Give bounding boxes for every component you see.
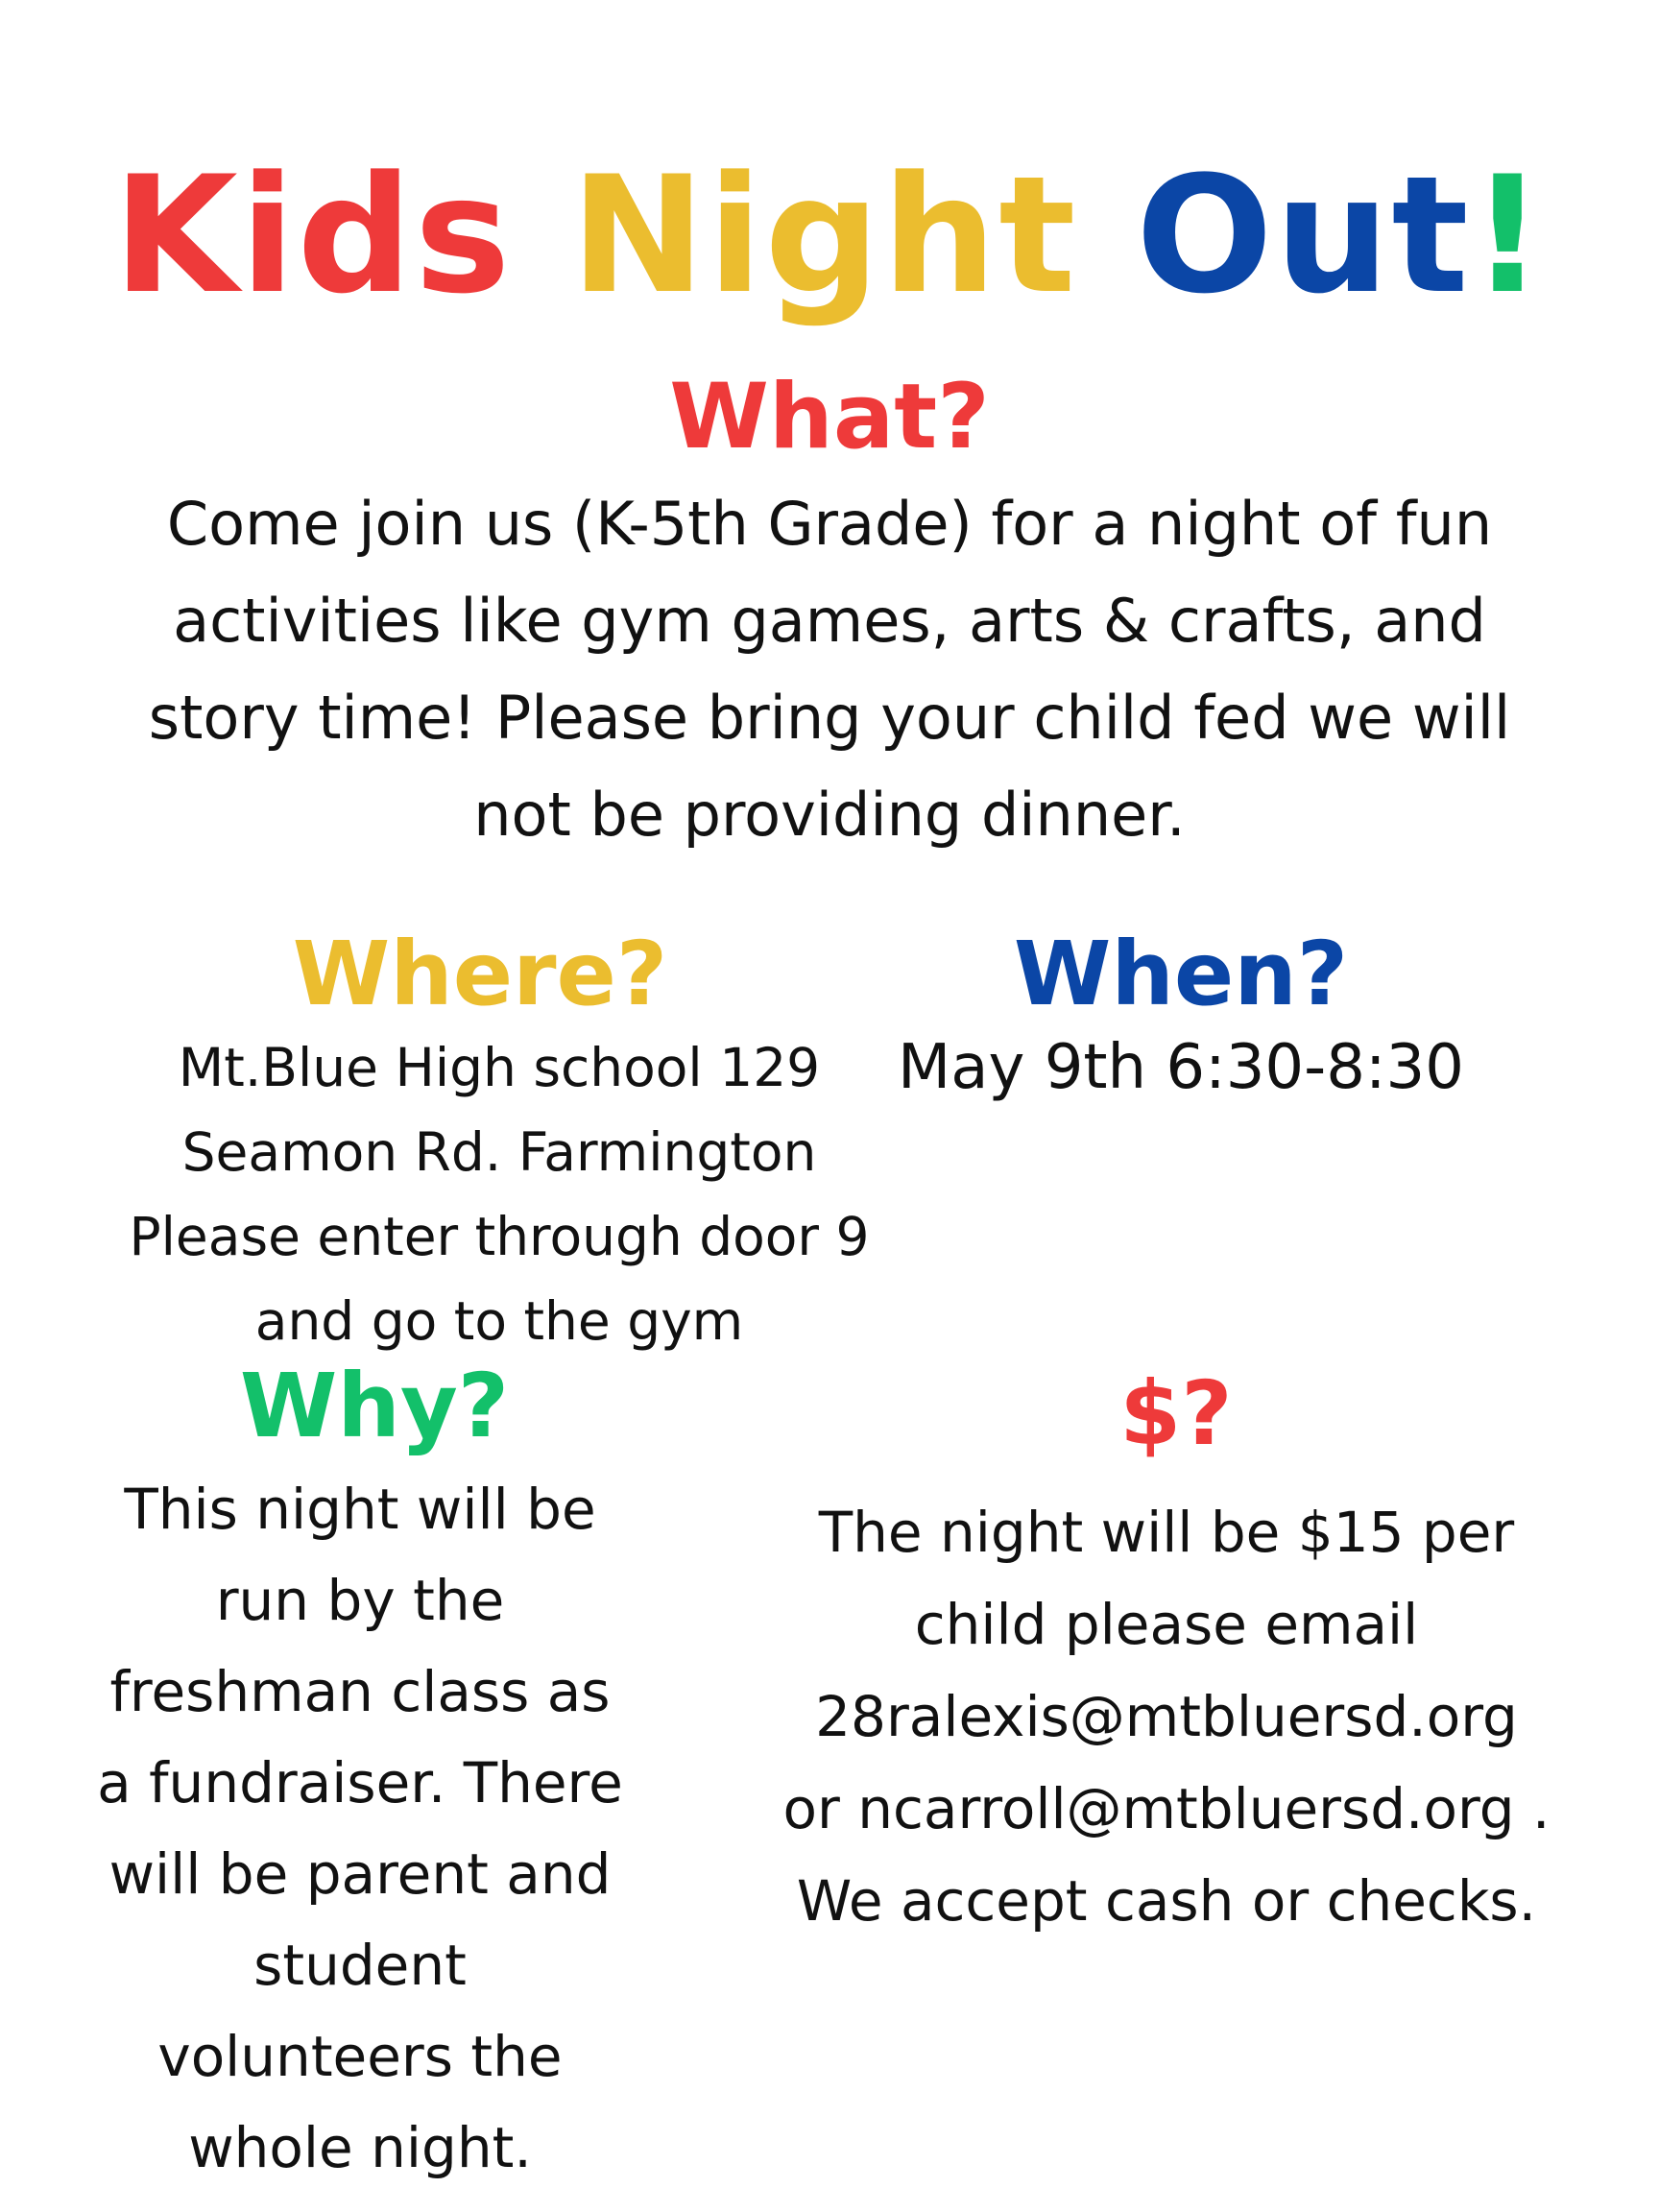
- cost-line: The night will be $15 per: [818, 1500, 1515, 1565]
- title-word-kids: Kids: [112, 141, 513, 329]
- cost-body: [749, 1486, 1584, 1947]
- title-word-night: Night: [570, 141, 1078, 329]
- why-heading: Why?: [239, 1355, 510, 1457]
- where-line: Mt.Blue High school 129: [178, 1037, 821, 1098]
- cost-email-link[interactable]: or ncarroll@mtbluersd.org .: [782, 1776, 1551, 1841]
- why-line: freshman class as: [109, 1659, 611, 1724]
- what-heading: What?: [669, 365, 990, 469]
- title-word-out-text: Out: [1136, 141, 1471, 329]
- what-line: Come join us (K-5th Grade) for a night of fun: [166, 489, 1493, 559]
- what-line: not be providing dinner.: [473, 780, 1186, 850]
- where-line: Please enter through door 9: [129, 1206, 870, 1267]
- why-line: volunteers the: [157, 2024, 563, 2089]
- why-line: will be parent and: [108, 1841, 612, 1907]
- where-heading: Where?: [292, 923, 668, 1025]
- cost-heading: $?: [1119, 1362, 1233, 1465]
- why-body: [58, 1464, 662, 2194]
- what-line: story time! Please bring your child fed we will: [148, 683, 1511, 753]
- where-line: Seamon Rd. Farmington: [181, 1121, 817, 1183]
- flyer-title: [0, 134, 1659, 336]
- what-line: activities like gym games, arts & crafts, and: [173, 586, 1486, 656]
- what-body: [0, 475, 1659, 863]
- where-line: and go to the gym: [254, 1290, 744, 1352]
- why-line: run by the: [215, 1568, 505, 1633]
- title-word-out: [1136, 134, 1546, 336]
- why-line: a fundraiser. There: [97, 1750, 623, 1815]
- when-heading: When?: [1013, 923, 1349, 1025]
- when-line: May 9th 6:30-8:30: [898, 1032, 1464, 1103]
- where-body: [115, 1025, 883, 1363]
- title-exclamation: !: [1470, 141, 1547, 329]
- cost-line: child please email: [914, 1592, 1419, 1657]
- why-line: whole night.: [188, 2115, 532, 2180]
- why-line: student: [253, 1933, 467, 1998]
- why-line: This night will be: [124, 1477, 596, 1542]
- cost-line: We accept cash or checks.: [796, 1868, 1537, 1934]
- cost-email-link[interactable]: 28ralexis@mtbluersd.org: [815, 1684, 1518, 1749]
- when-body: [845, 1027, 1517, 1108]
